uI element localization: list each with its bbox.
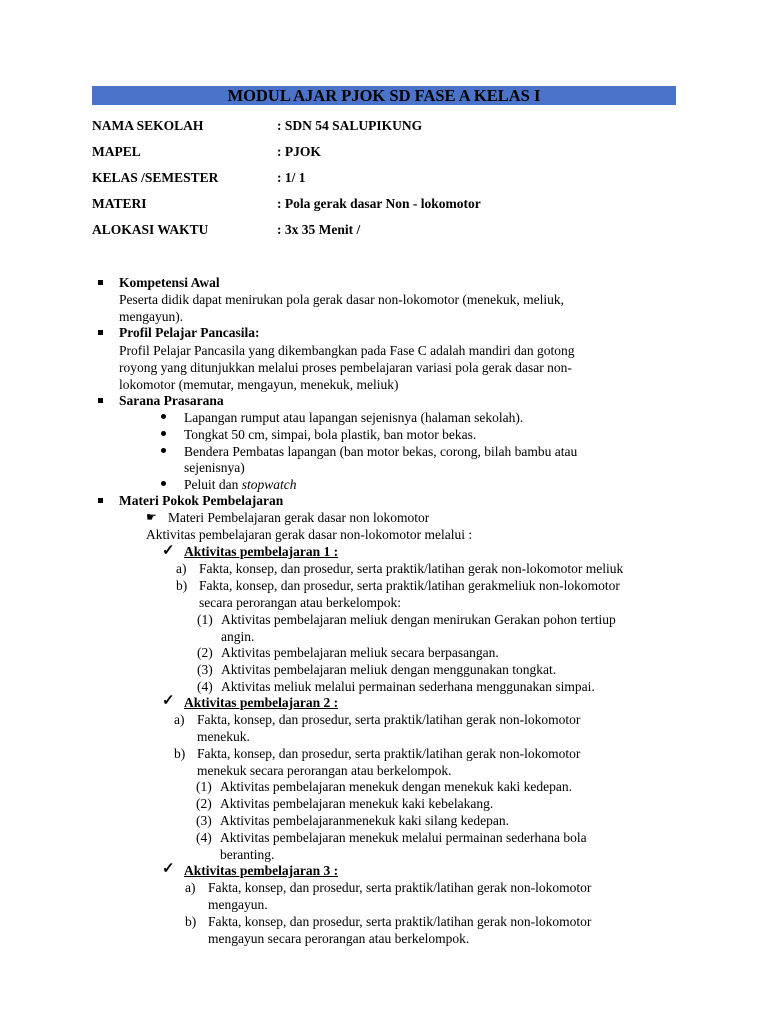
- line-text: Fakta, konsep, dan prosedur, serta praktik/latihan gerak non-lokomotor: [197, 712, 581, 727]
- aktivitas-1-n1-cont: angin.: [221, 629, 255, 644]
- aktivitas-3-b: Fakta, konsep, dan prosedur, serta praktik/latihan gerak non-lokomotor: [208, 914, 592, 929]
- aktivitas-2-n4: Aktivitas pembelajaran menekuk melalui permainan sederhana bola: [220, 830, 587, 845]
- materi-sub: Materi Pembelajaran gerak dasar non lokomotor: [168, 510, 430, 525]
- check-icon: ✓: [162, 861, 175, 877]
- list-marker: (2): [197, 645, 213, 660]
- aktivitas-2-a-cont: menekuk.: [197, 729, 250, 744]
- list-marker: b): [174, 746, 186, 761]
- round-bullet-icon: [161, 481, 166, 486]
- info-label-school: NAMA SEKOLAH: [92, 118, 204, 133]
- list-marker: b): [185, 914, 197, 929]
- aktivitas-2-n1: Aktivitas pembelajaran menekuk dengan menekuk kaki kedepan.: [220, 779, 573, 794]
- round-bullet-icon: [161, 448, 166, 453]
- section-heading-materi: Materi Pokok Pembelajaran: [119, 493, 284, 508]
- list-marker: (4): [196, 830, 212, 845]
- list-marker: b): [176, 578, 188, 593]
- aktivitas-1-n3: Aktivitas pembelajaran meliuk dengan menggunakan tongkat.: [221, 662, 557, 677]
- aktivitas-2-b: Fakta, konsep, dan prosedur, serta praktik/latihan gerak non-lokomotor: [197, 746, 581, 761]
- round-bullet-icon: [161, 414, 166, 419]
- materi-intro: Aktivitas pembelajaran gerak dasar non-lokomotor melalui :: [146, 527, 473, 542]
- aktivitas-1-n2: Aktivitas pembelajaran meliuk secara berpasangan.: [221, 645, 499, 660]
- kompetensi-line: Peserta didik dapat menirukan pola gerak dasar non-lokomotor (menekuk, meliuk,: [119, 292, 564, 307]
- aktivitas-1-n4: Aktivitas meliuk melalui permainan sederhana menggunakan simpai.: [221, 679, 595, 694]
- list-marker: a): [185, 880, 196, 895]
- aktivitas-3-b-cont: mengayun secara perorangan atau berkelompok.: [208, 931, 470, 946]
- sarana-item-italic: stopwatch: [241, 477, 297, 492]
- aktivitas-2-n2: Aktivitas pembelajaran menekuk kaki kebelakang.: [220, 796, 494, 811]
- sarana-item: Lapangan rumput atau lapangan sejenisnya (halaman sekolah).: [184, 410, 524, 425]
- aktivitas-3-a-cont: mengayun.: [208, 897, 268, 912]
- aktivitas-1-b: Fakta, konsep, dan prosedur, serta praktik/latihan gerakmeliuk non-lokomotor: [199, 578, 620, 593]
- check-icon: ✓: [162, 543, 175, 559]
- sarana-item: Bendera Pembatas lapangan (ban motor bekas, corong, bilah bambu atau: [184, 444, 578, 459]
- aktivitas-1-n1: [221, 611, 686, 628]
- list-marker: (2): [196, 796, 212, 811]
- info-label-materi: MATERI: [92, 196, 147, 211]
- list-marker: a): [174, 712, 185, 727]
- aktivitas-2-n4-cont: beranting.: [220, 847, 275, 862]
- aktivitas-2-a: [197, 711, 686, 728]
- section-heading-profil: Profil Pelajar Pancasila:: [119, 325, 260, 340]
- round-bullet-icon: [161, 431, 166, 436]
- section-heading-kompetensi: Kompetensi Awal: [119, 275, 220, 290]
- aktivitas-2-heading: Aktivitas pembelajaran 2 :: [184, 695, 339, 710]
- section-heading-sarana: Sarana Prasarana: [119, 393, 224, 408]
- aktivitas-2-b-cont: menekuk secara perorangan atau berkelompok.: [197, 763, 452, 778]
- sarana-item: [184, 476, 297, 493]
- aktivitas-1-b-cont: secara perorangan atau berkelompok:: [199, 595, 402, 610]
- list-marker: (3): [197, 662, 213, 677]
- info-label-kelas: KELAS /SEMESTER: [92, 170, 219, 185]
- info-value-kelas: : 1/ 1: [277, 170, 306, 185]
- list-marker: (4): [197, 679, 213, 694]
- info-value-alokasi: : 3x 35 Menit /: [277, 222, 361, 237]
- list-marker: (1): [196, 779, 212, 794]
- profil-line: royong yang ditunjukkan melalui proses pembelajaran variasi pola gerak dasar non-: [119, 360, 572, 375]
- sarana-item: Tongkat 50 cm, simpai, bola plastik, ban motor bekas.: [184, 427, 477, 442]
- info-label-alokasi: ALOKASI WAKTU: [92, 222, 209, 237]
- info-value-mapel: : PJOK: [277, 144, 321, 159]
- sarana-item-text: Peluit dan: [184, 477, 239, 492]
- list-marker: (1): [197, 612, 213, 627]
- info-value-materi: : Pola gerak dasar Non - lokomotor: [277, 196, 481, 211]
- square-bullet-icon: [98, 498, 103, 503]
- aktivitas-2-n3: Aktivitas pembelajaranmenekuk kaki silang kedepan.: [220, 813, 510, 828]
- sarana-item-cont: sejenisnya): [184, 460, 245, 475]
- info-value-school: : SDN 54 SALUPIKUNG: [277, 118, 423, 133]
- list-marker: (3): [196, 813, 212, 828]
- check-icon: ✓: [162, 693, 175, 709]
- list-marker: a): [176, 561, 187, 576]
- profil-line: Profil Pelajar Pancasila yang dikembangkan pada Fase C adalah mandiri dan gotong: [119, 343, 575, 358]
- line-text: Aktivitas pembelajaran meliuk dengan menirukan Gerakan pohon tertiup: [221, 612, 616, 627]
- square-bullet-icon: [98, 398, 103, 403]
- aktivitas-1-heading: Aktivitas pembelajaran 1 :: [184, 544, 339, 559]
- profil-line: lokomotor (memutar, mengayun, menekuk, meliuk): [119, 377, 399, 392]
- aktivitas-1-a: Fakta, konsep, dan prosedur, serta praktik/latihan gerak non-lokomotor meliuk: [199, 561, 624, 576]
- aktivitas-3-a: Fakta, konsep, dan prosedur, serta praktik/latihan gerak non-lokomotor: [208, 880, 592, 895]
- page-title: MODUL AJAR PJOK SD FASE A KELAS I: [92, 86, 676, 105]
- aktivitas-3-heading: Aktivitas pembelajaran 3 :: [184, 863, 339, 878]
- pointing-hand-icon: ☛: [146, 510, 157, 524]
- info-label-mapel: MAPEL: [92, 144, 141, 159]
- square-bullet-icon: [98, 280, 103, 285]
- kompetensi-line: mengayun).: [119, 309, 184, 324]
- square-bullet-icon: [98, 330, 103, 335]
